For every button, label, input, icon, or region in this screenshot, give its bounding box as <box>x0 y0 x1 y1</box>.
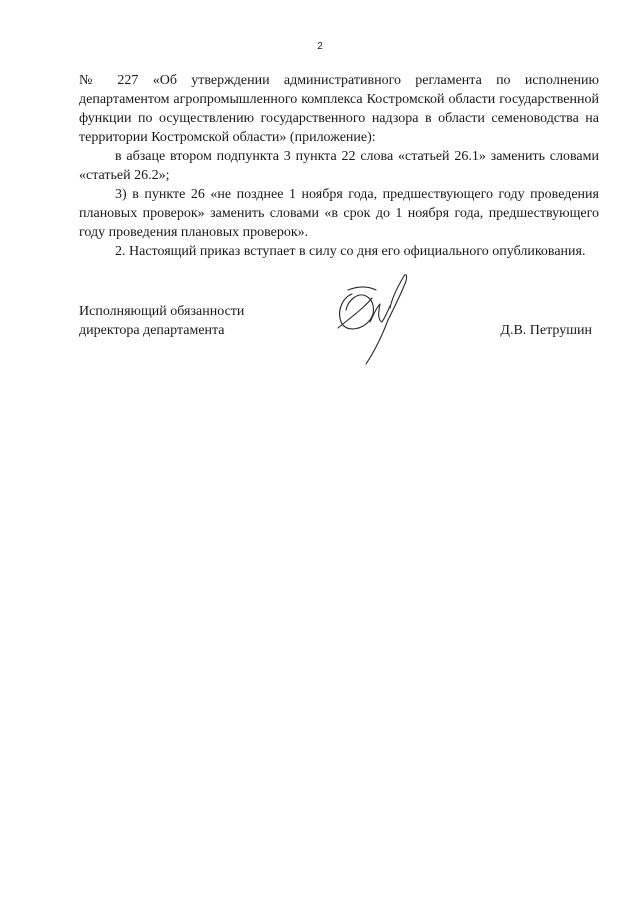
paragraph-effective-date: 2. Настоящий приказ вступает в силу со дня его официального опубликования. <box>115 244 586 259</box>
paragraph-amendment-22: в абзаце втором подпункта 3 пункта 22 слова «статьей 26.1» заменить словами «статьей 26.2»; <box>79 149 599 183</box>
signatory-title-line1: Исполняющий обязанности <box>79 304 245 319</box>
paragraph-order-reference: № 227 «Об утверждении административного регламента по исполнению департаментом агропромышленного комплекса Костромской области государственной функции по осуществлению государственного надзора в области семеноводства на территории Костромской области» (приложение): <box>79 73 599 145</box>
signatory-name: Д.В. Петрушин <box>500 323 592 338</box>
document-body <box>79 71 599 261</box>
page-number: 2 <box>317 41 323 52</box>
paragraph-amendment-26: 3) в пункте 26 «не позднее 1 ноября года, предшествующего году проведения плановых проверок» заменить словами «в срок до 1 ноября года, предшествующего году проведения плановых проверок». <box>79 187 599 240</box>
signatory-title <box>79 302 244 340</box>
signatory-title-line2: директора департамента <box>79 323 225 338</box>
handwritten-signature <box>328 268 418 373</box>
